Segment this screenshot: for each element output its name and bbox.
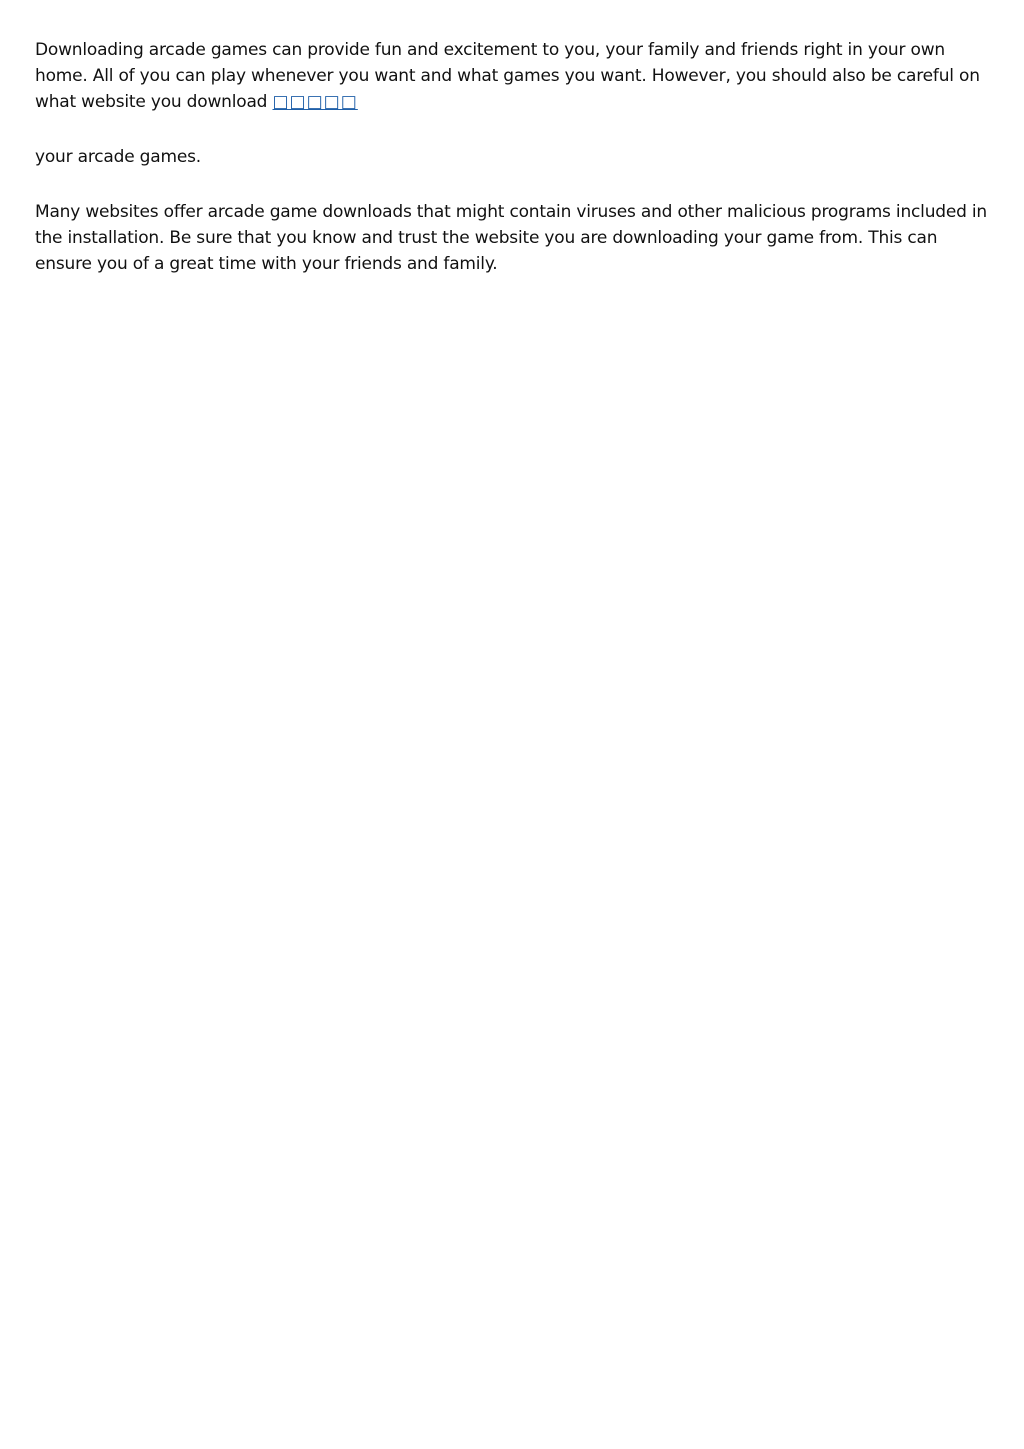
document-page [35,37,990,277]
paragraph-warning-text: Many websites offer arcade game downloads that might contain viruses and other malicious programs included in the installation. Be sure that you know and trust the website you are downloading your game from. This can ensure you of a great time with your friends and family. [35,202,988,274]
paragraph-warning [35,199,990,277]
paragraph-continuation [35,144,990,170]
paragraph-intro-text: Downloading arcade games can provide fun and excitement to you, your family and friends right in your own home. All of you can play whenever you want and what games you want. However, you should also be careful on what website you download [35,40,980,112]
paragraph-continuation-text: your arcade games. [35,147,201,167]
paragraph-intro [35,37,990,115]
download-link[interactable]: □□□□□ [272,92,358,112]
